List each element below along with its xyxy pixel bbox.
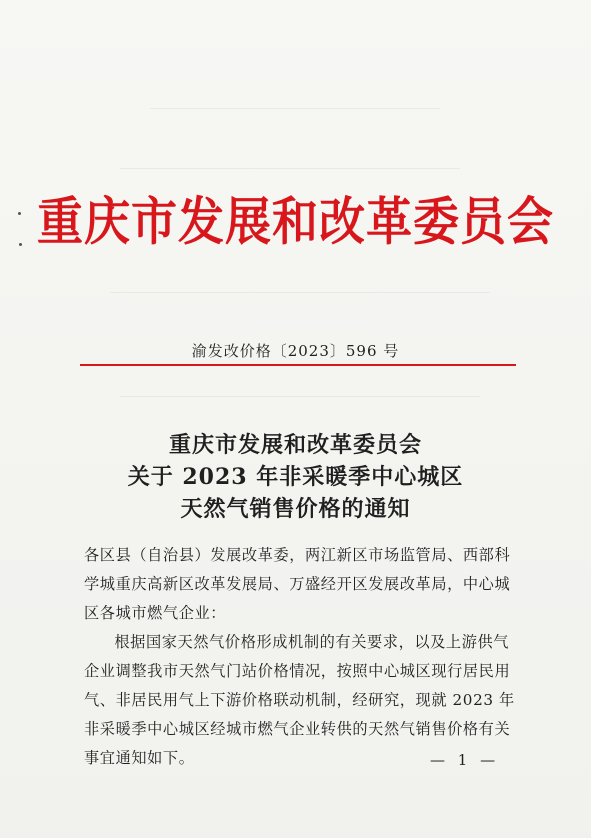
scan-artifact-line — [120, 396, 480, 397]
page-number: — 1 — — [430, 751, 500, 769]
scan-artifact-line — [120, 168, 460, 169]
title-line-3: 天然气销售价格的通知 — [180, 496, 411, 522]
scan-artifact-line — [110, 292, 490, 293]
addressee: 各区县（自治县）发展改革委，两江新区市场监管局、西部科学城重庆高新区改革发展局、万盛经开区发展改革局，中心城区各城市燃气企业： — [84, 546, 511, 622]
title-line-2: 关于 2023 年非采暖季中心城区 — [127, 464, 464, 490]
masthead: 重庆市发展和改革委员会 — [37, 191, 554, 252]
red-divider — [80, 364, 516, 366]
body-paragraph: 根据国家天然气价格形成机制的有关要求，以及上游供气企业调整我市天然气门站价格情况，按照中心城区现行居民用气、非居民用气上下游价格联动机制，经研究，现就 2023 年非采暖季中心城区经城市燃气企业转供的天然气销售价格有关事宜通知如下。 — [84, 633, 515, 767]
scan-artifact-line — [150, 108, 440, 109]
title-line-1: 重庆市发展和改革委员会 — [168, 432, 422, 458]
document-number: 渝发改价格〔2023〕596 号 — [191, 342, 400, 360]
